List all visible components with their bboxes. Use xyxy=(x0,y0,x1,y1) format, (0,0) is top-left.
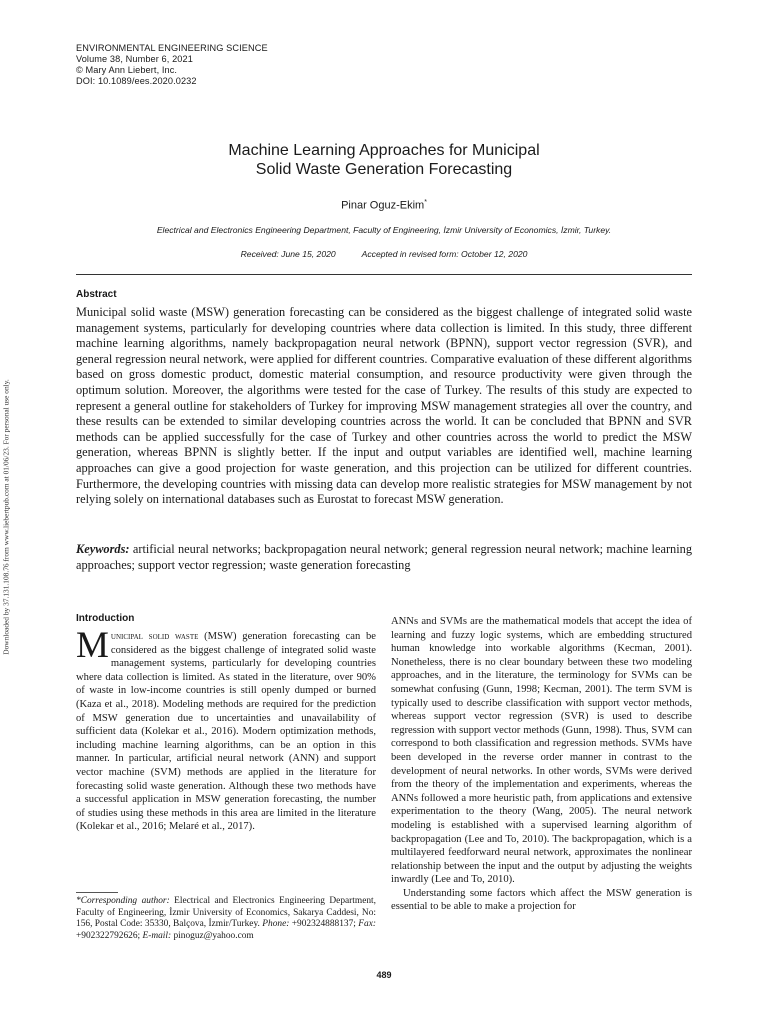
email-address[interactable]: pinoguz@yahoo.com xyxy=(173,930,254,941)
affiliation: Electrical and Electronics Engineering Department, Faculty of Engineering, İzmir University of Economics, İzmir, Turkey. xyxy=(156,225,612,235)
abstract-heading: Abstract xyxy=(76,289,117,300)
page-number: 489 xyxy=(376,970,392,980)
title-line-1: Machine Learning Approaches for Municipal xyxy=(228,142,540,159)
right-column-paragraph-1: ANNs and SVMs are the mathematical models that accept the idea of learning and fuzzy logic systems, which are embedding structured human knowledge into workable algorithms (Kecman, 2001). Nonetheless, there is no clear boundary between these two modeling approaches, and in the literature, the terminology for SVMs can be somewhat confusing (Gunn, 1998; Kecman, 2001). The term SVM is typically used to describe classification with support vector methods, whereas support vector regression (SVR) is used to describe regression with support vector methods (Gunn, 1998). Thus, SVM can correspond to both classification and regression methods. SVMs have been developed in the reverse order manner in contrast to the development of neural networks. In other words, SVMs were derived from the theory of the implementation and experiments, whereas the ANNs followed a more heuristic path, from applications and extensive experimentation to the theory (Wang, 2005). The neural network modeling is established with a supervised learning algorithm of backpropagation (Lee and To, 2010). The backpropagation, which is a multilayered feedforward neural network, approximates the nonlinear relationship between the input and the output by adjusting the weights inwardly (Lee and To, 2010). xyxy=(391,616,692,886)
author-name: Pinar Oguz-Ekim xyxy=(341,199,425,212)
footnote-label: *Corresponding author: xyxy=(76,896,170,906)
footnote-divider xyxy=(76,892,118,893)
title-line-2: Solid Waste Generation Forecasting xyxy=(255,161,513,178)
phone-label: Phone: xyxy=(262,919,290,930)
journal-header xyxy=(76,43,268,87)
header-divider xyxy=(76,274,692,275)
drop-cap: M xyxy=(76,625,109,666)
journal-name: ENVIRONMENTAL ENGINEERING SCIENCE xyxy=(76,43,268,53)
introduction-lead: unicipal solid waste xyxy=(110,631,199,642)
right-column-paragraph-2: Understanding some factors which affect the MSW generation is essential to be able to make a projection for xyxy=(391,887,692,913)
accepted-date: Accepted in revised form: October 12, 2020 xyxy=(361,249,528,259)
abstract-text: Municipal solid waste (MSW) generation forecasting can be considered as the biggest challenge of integrated solid waste management systems, particularly for developing countries where data collection is limited. In this study, three different machine learning algorithms, namely backpropagation neural network (BPNN), support vector regression (SVR), and general regression neural network, were applied for different countries. Comparative evaluation of these different algorithms based on gross domestic product, domestic material consumption, and resource productivity were given through the optimum solution. Moreover, the algorithms were tested for the case of Turkey. The results of this study are expected to represent a general outline for stakeholders of Turkey for improving MSW management strategies all over the country, and these results can be extended to similar developing countries across the world. It can be concluded that BPNN and SVR methods can be applied successfully for the case of Turkey and other countries across the world to predict the MSW generation, whereas BPNN is slightly better. If the input and output variables are identified well, machine learning approaches can give a good projection for waste generation, and this projection can be utilized for different countries. Furthermore, the developing countries with missing data can develop more realistic strategies for MSW management by not relying solely on international databases such as Eurostat to forecast MSW generation. xyxy=(76,305,692,507)
journal-copyright: © Mary Ann Liebert, Inc. xyxy=(76,65,178,75)
phone-number: +902324888137; xyxy=(291,919,356,930)
received-date: Received: June 15, 2020 xyxy=(240,249,336,259)
journal-volume: Volume 38, Number 6, 2021 xyxy=(76,54,193,64)
keywords xyxy=(76,542,692,573)
author-footnote-mark: * xyxy=(424,199,427,206)
journal-doi[interactable]: DOI: 10.1089/ees.2020.0232 xyxy=(76,76,197,86)
fax-label: Fax: xyxy=(358,919,376,930)
paper-title xyxy=(0,141,768,179)
introduction-column-right xyxy=(391,615,692,914)
keywords-label: Keywords: xyxy=(76,542,130,556)
introduction-heading: Introduction xyxy=(76,613,135,624)
download-side-note-text: Downloaded by 37.131.108.76 from www.liebertpub.com at 01/06/23. For personal use only. xyxy=(1,379,11,655)
dates-line xyxy=(0,249,768,259)
email-label: E-mail: xyxy=(142,930,172,941)
corresponding-author-footnote xyxy=(76,896,376,942)
footnote-address: Electrical and Electronics Engineering Department, Faculty of Engineering, İzmir University of Economics, Sakarya Caddesi, No: 156, Postal Code: 35330, Balçova, İzmir/Turkey. xyxy=(76,896,376,930)
keywords-text: artificial neural networks; backpropagation neural network; general regression neural network; machine learning approaches; support vector regression; waste generation forecasting xyxy=(76,542,693,572)
introduction-column-left xyxy=(76,625,377,834)
fax-number: +902322792626; xyxy=(76,930,141,941)
introduction-text: (MSW) generation forecasting can be considered as the biggest challenge of integrated solid waste management systems, particularly for developing countries where data collection is limited. As stated in the literature, over 90% of waste in low-income countries is still openly dumped or burned (Kaza et al., 2018). Modeling methods are required for the prediction of MSW generation due to uncertainties and unavailability of sufficient data (Kolekar et al., 2016). Modern optimization methods, including machine learning algorithms, can be an option in this manner. In particular, artificial neural network (ANN) and support vector machine (SVM) methods are applied in the literature for forecasting solid waste generation. Although these two methods have a successful application in MSW generation forecasting, the number of studies using these methods in this area are limited in the literature (Kolekar et al., 2016; Melaré et al., 2017). xyxy=(76,631,377,833)
author-line xyxy=(0,199,768,212)
